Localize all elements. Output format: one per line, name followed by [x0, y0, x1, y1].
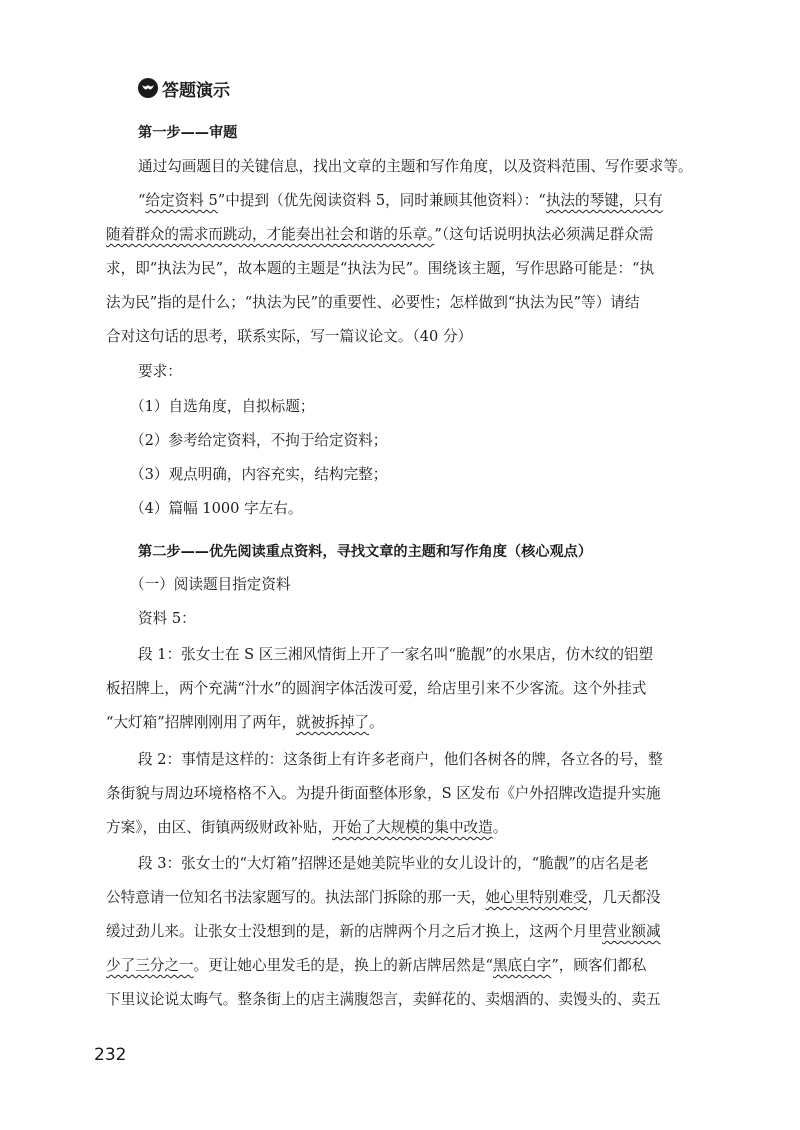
requirement-item: （4）篇幅 1000 字左右。 [130, 500, 303, 517]
requirement-item: （2）参考给定资料，不拘于给定资料； [130, 432, 388, 449]
para3-line-1: 段 3：张女士的“大灯箱”招牌还是她美院毕业的女儿设计的，“脆靓”的店名是老 [138, 855, 649, 872]
para2-line-1: 段 2：事情是这样的：这条街上有许多老商户，他们各树各的牌，各立各的号，整 [138, 751, 663, 768]
requirement-item: （1）自选角度，自拟标题； [130, 398, 315, 415]
emphasis-wavy: 就被拆掉了 [296, 714, 370, 731]
para3-line-2: 公特意请一位知名书法家题写的。执法部门拆除的那一天，她心里特别难受，几天都没 [106, 889, 661, 906]
para2-line-2: 条街貌与周边环境格格不入。为提升街面整体形象，S 区发布《户外招牌改造提升实施 [106, 785, 661, 802]
para1-line-2: 板招牌上，两个充满“汁水”的圆润字体活泼可爱，给店里引来不少客流。这个外挂式 [106, 680, 647, 697]
emphasis-wavy: 少了三分之一 [106, 957, 194, 974]
prompt-line-1: “给定资料 5”中提到（优先阅读资料 5，同时兼顾其他资料）：“执法的琴键，只有 [138, 192, 663, 209]
para3-line-5: 下里议论说太晦气。整条街上的店主满腹怨言，卖鲜花的、卖烟酒的、卖馒头的、卖五 [106, 991, 661, 1008]
prompt-line-4: 法为民”指的是什么；“执法为民”的重要性、必要性；怎样做到“执法为民”等）请结 [106, 294, 640, 311]
emphasis-wavy: 开始了大规模的集中改造 [332, 819, 493, 836]
emphasis-wavy: 给定资料 5 [145, 192, 218, 209]
section-title: 答题演示 [162, 80, 230, 101]
para3-line-3: 缓过劲儿来。让张女士没想到的是，新的店牌两个月之后才换上，这两个月里营业额减 [106, 923, 661, 940]
para1-line-3: “大灯箱”招牌刚刚用了两年，就被拆掉了。 [106, 714, 384, 731]
step2-heading: 第二步——优先阅读重点资料，寻找文章的主题和写作角度（核心观点） [138, 544, 593, 560]
prompt-line-3: 求，即“执法为民”，故本题的主题是“执法为民”。围绕该主题，写作思路可能是：“执 [106, 260, 655, 277]
material-label: 资料 5： [138, 610, 196, 627]
section-header [138, 76, 230, 100]
step1-heading: 第一步——审题 [138, 125, 238, 141]
emphasis-wavy: 黑底白字 [492, 957, 552, 974]
para3-line-4: 少了三分之一。更让她心里发毛的是，换上的新店牌居然是“黑底白字”，顾客们都私 [106, 957, 647, 974]
requirements-label: 要求： [138, 363, 182, 380]
emphasis-wavy: 她心里特别难受 [485, 889, 588, 906]
prompt-line-2: 随着群众的需求而跳动，才能奏出社会和谐的乐章。”（这句话说明执法必须满足群众需 [106, 226, 654, 243]
requirement-item: （3）观点明确，内容充实，结构完整； [130, 466, 388, 483]
prompt-line-5: 合对这句话的思考，联系实际，写一篇议论文。（40 分） [106, 328, 473, 345]
emphasis-wavy: 营业额减 [602, 923, 661, 940]
page-number: 232 [94, 1045, 127, 1065]
intro-paragraph: 通过勾画题目的关键信息，找出文章的主题和写作角度，以及资料范围、写作要求等。 [138, 158, 693, 175]
subsection-heading: （一）阅读题目指定资料 [130, 576, 291, 593]
para2-line-3: 方案》，由区、街镇两级财政补贴，开始了大规模的集中改造。 [106, 819, 508, 836]
emphasis-wavy: 执法的琴键，只有 [545, 192, 663, 209]
emblem-icon [138, 78, 158, 98]
para1-line-1: 段 1：张女士在 S 区三湘风情街上开了一家名叫“脆靓”的水果店，仿木纹的铝塑 [138, 646, 654, 663]
emphasis-wavy: 随着群众的需求而跳动，才能奏出社会和谐的乐章。 [106, 226, 435, 243]
